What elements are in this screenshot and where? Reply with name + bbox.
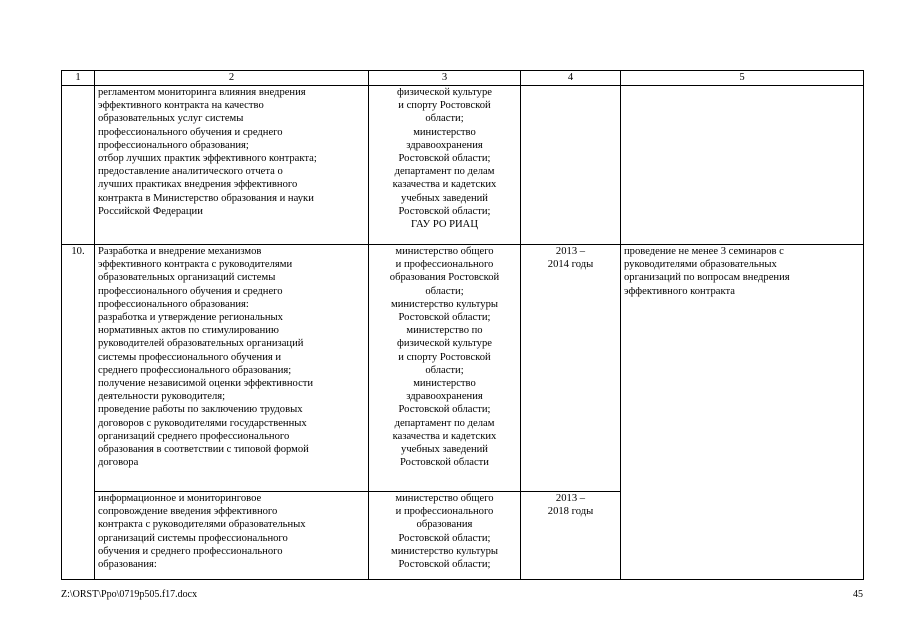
result-cell: проведение не менее 3 семинаров с руководителями образовательных организаций по вопросам внедрения эффективного контракта <box>621 245 864 580</box>
header-col-3: 3 <box>369 71 521 86</box>
measures-cell: информационное и мониторинговое сопровождение введения эффективного контракта с руководителями образовательных организаций системы профессионального обучения и среднего профессионального образования: <box>95 492 369 580</box>
measures-cell: Разработка и внедрение механизмов эффективного контракта с руководителями образовательных организаций системы профессионального обучения и среднего профессионального образования: разработка и утверждение региональных нормативных актов по стимулированию руководителей образовательных организаций системы профессионального обучения и среднего профессионального образования; получение независимой оценки эффективности деятельности руководителя; проведение работы по заключению трудовых договоров с руководителями государственных организаций среднего профессионального образования в соответствии с типовой формой договора <box>95 245 369 492</box>
header-col-4: 4 <box>521 71 621 86</box>
header-col-1: 1 <box>62 71 95 86</box>
measures-table <box>61 70 864 580</box>
executors-cell: министерство общего и профессионального образования Ростовской области; министерство культуры Ростовской области; министерство по физической культуре и спорту Ростовской области; министерство здравоохранения Ростовской области; департамент по делам казачества и кадетских учебных заведений Ростовской области <box>369 245 521 492</box>
table-row-continued <box>62 86 864 245</box>
footer-file-path: Z:\ORST\Ppo\0719p505.f17.docx <box>61 589 198 600</box>
executors-cell: физической культуре и спорту Ростовской области; министерство здравоохранения Ростовской области; департамент по делам казачества и кадетских учебных заведений Ростовской области; ГАУ РО РИАЦ <box>369 86 521 245</box>
measures-cell: регламентом мониторинга влияния внедрения эффективного контракта на качество образовательных услуг системы профессионального обучения и среднего профессионального образования; отбор лучших практик эффективного контракта; предоставление аналитического отчета о лучших практиках внедрения эффективного контракта в Министерство образования и науки Российской Федерации <box>95 86 369 245</box>
period-cell: 2013 – 2014 годы <box>521 245 621 492</box>
header-row <box>62 71 864 86</box>
period-cell: 2013 – 2018 годы <box>521 492 621 580</box>
period-cell <box>521 86 621 245</box>
row-number-cell <box>62 86 95 245</box>
header-col-5: 5 <box>621 71 864 86</box>
executors-cell: министерство общего и профессионального образования Ростовской области; министерство культуры Ростовской области; <box>369 492 521 580</box>
row-number-cell: 10. <box>62 245 95 580</box>
table-row-10 <box>62 245 864 492</box>
header-col-2: 2 <box>95 71 369 86</box>
page-number: 45 <box>853 589 863 600</box>
result-cell <box>621 86 864 245</box>
